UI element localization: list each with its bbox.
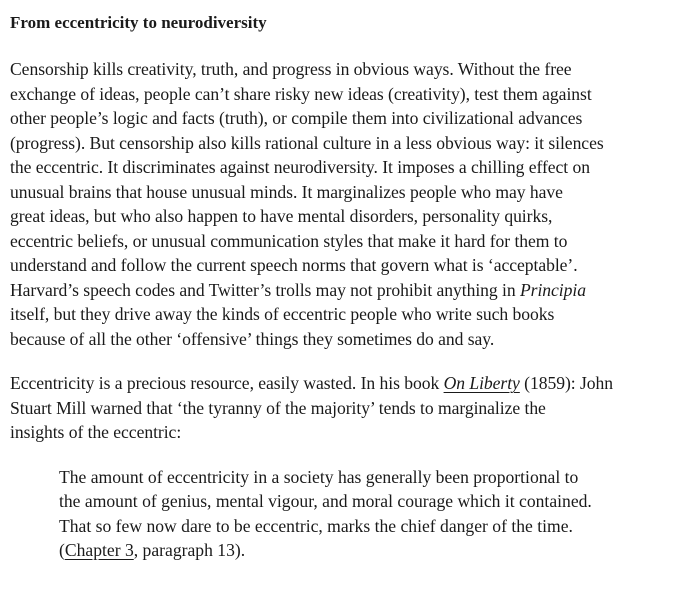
text-line: [10, 278, 660, 303]
quote-line: the amount of genius, mental vigour, and moral courage which it contained.: [59, 491, 592, 511]
text-run: (: [59, 540, 65, 560]
chapter-3-link[interactable]: Chapter 3: [64, 540, 134, 560]
text-line: unusual brains that house unusual minds. It marginalizes people who may have: [10, 181, 563, 202]
text-line: Censorship kills creativity, truth, and progress in obvious ways. Without the free: [10, 59, 572, 79]
text-line: itself, but they drive away the kinds of eccentric people who write such books: [10, 304, 555, 324]
quote-line: [59, 538, 660, 563]
text-line: other people’s logic and facts (truth), or compile them into civilizational advances: [10, 108, 583, 128]
principia-title: Principia: [519, 279, 586, 300]
text-line: exchange of ideas, people can’t share risky new ideas (creativity), test them against: [10, 83, 592, 104]
paragraph-eccentricity: [10, 371, 660, 445]
text-line: because of all the other ‘offensive’ things they sometimes do and say.: [10, 328, 495, 349]
text-run: (1859): John: [519, 373, 613, 393]
text-run: Harvard’s speech codes and Twitter’s trolls may not prohibit anything in: [10, 279, 520, 300]
text-line: [10, 371, 660, 396]
text-run: Eccentricity is a precious resource, easily wasted. In his book: [10, 373, 444, 393]
quote-line: That so few now dare to be eccentric, marks the chief danger of the time.: [59, 515, 573, 536]
text-line: great ideas, but who also happen to have mental disorders, personality quirks,: [10, 206, 553, 226]
text-line: the eccentric. It discriminates against neurodiversity. It imposes a chilling effect on: [10, 157, 590, 177]
text-line: insights of the eccentric:: [10, 422, 182, 442]
text-line: (progress). But censorship also kills rational culture in a less obvious way: it silences: [10, 132, 604, 153]
text-line: eccentric beliefs, or unusual communication styles that make it hard for them to: [10, 230, 568, 251]
on-liberty-link[interactable]: On Liberty: [443, 373, 520, 393]
quote-line: The amount of eccentricity in a society has generally been proportional to: [59, 466, 579, 487]
mill-quote: [59, 465, 660, 563]
text-run: , paragraph 13).: [133, 540, 246, 560]
paragraph-censorship: [10, 57, 660, 351]
text-line: understand and follow the current speech norms that govern what is ‘acceptable’.: [10, 255, 578, 275]
section-heading: From eccentricity to neurodiversity: [10, 13, 267, 32]
text-line: Stuart Mill warned that ‘the tyranny of the majority’ tends to marginalize the: [10, 397, 546, 418]
